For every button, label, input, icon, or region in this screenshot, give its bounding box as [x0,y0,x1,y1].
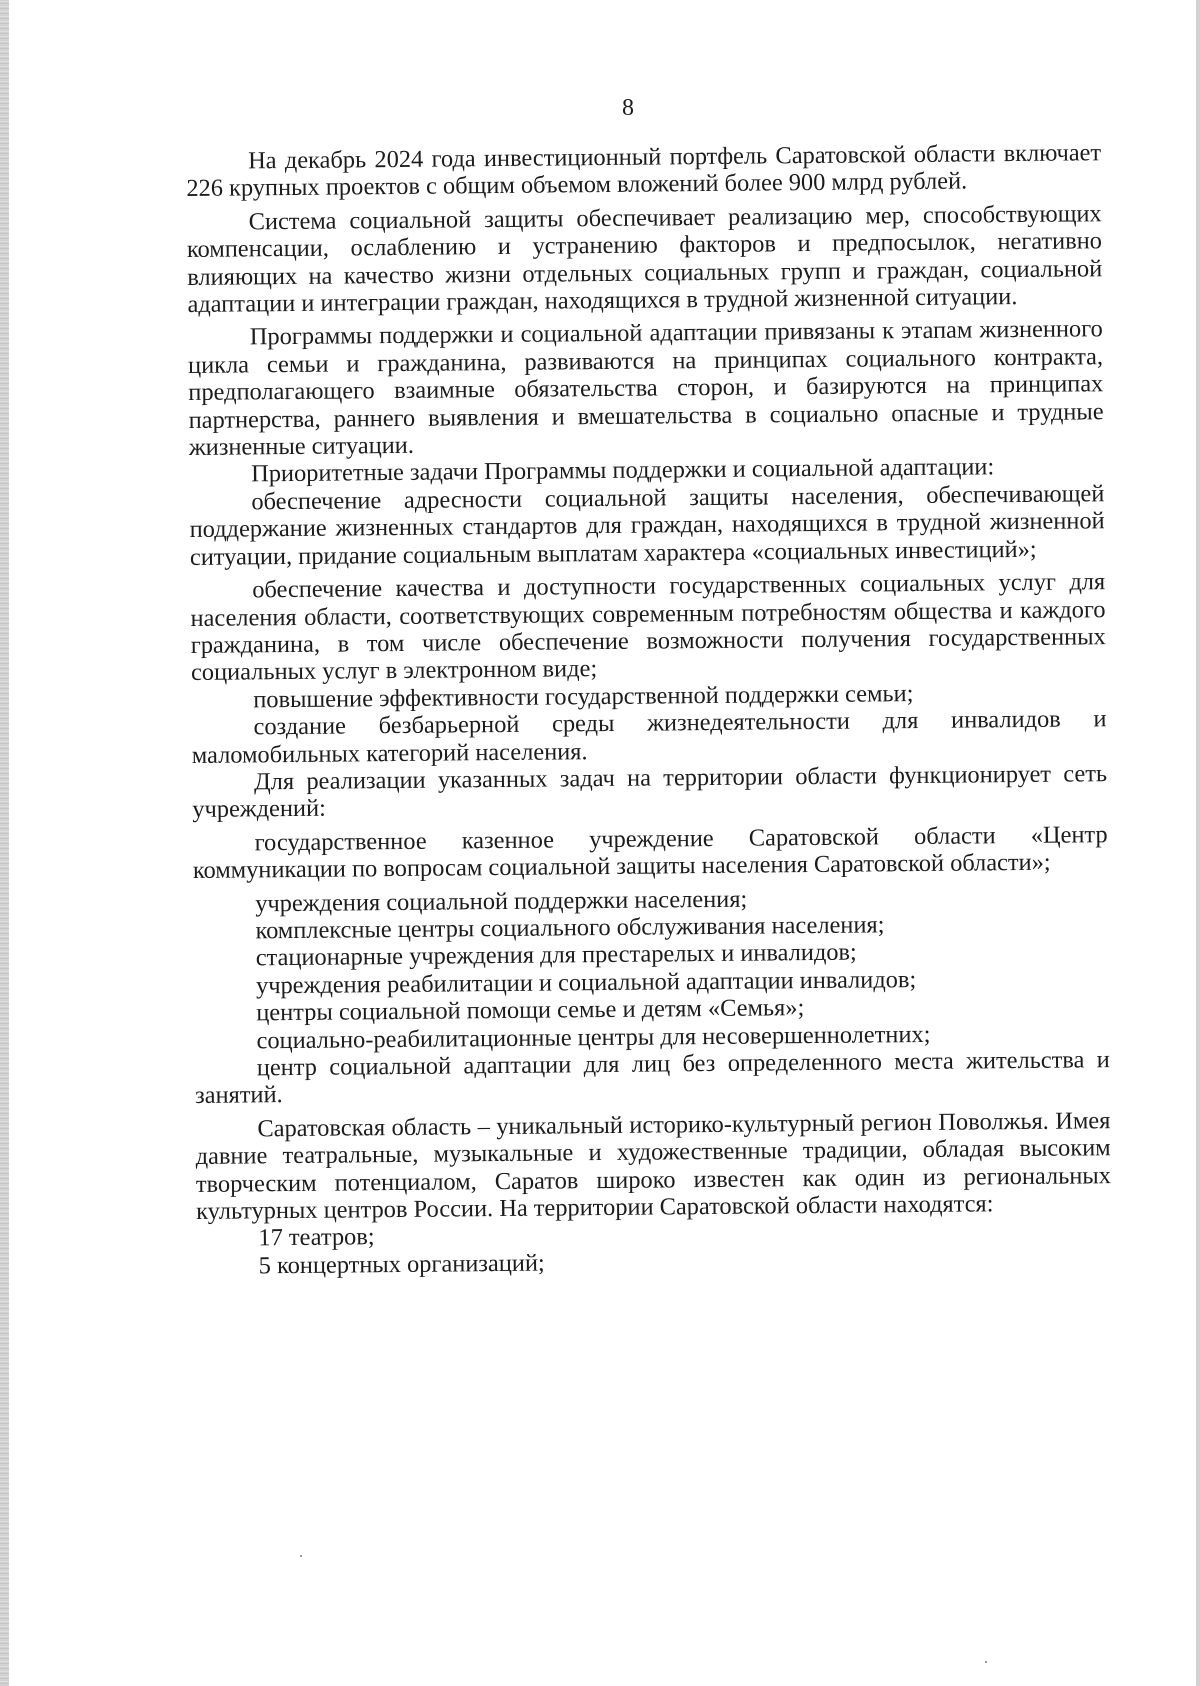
list-item-family-support: повышение эффективности государственной поддержки семьи; [253,679,914,714]
scan-edge-left [0,0,9,1686]
list-item-concert-organizations: 5 концертных организаций; [258,1249,545,1280]
list-item-elderly-institutions: стационарные учреждения для престарелых и инвалидов; [255,938,857,972]
list-item-homeless-center: центр социальной адаптации для лиц без определенного места жительства и занятий. [194,1046,1110,1110]
list-item-rehabilitation: учреждения реабилитации и социальной адаптации инвалидов; [255,965,917,1000]
scan-speck [300,1555,302,1557]
paragraph-institution-network: Для реализации указанных задач на территории области функционирует сеть учреждений: [192,760,1108,824]
list-item-family-centers: центры социальной помощи семье и детям «Семья»; [256,994,805,1027]
paragraph-support-programs: Программы поддержки и социальной адаптации привязаны к этапам жизненного цикла семьи и гражданина, развиваются на принципах социального контракта, предполагающего взаимные обязательства сторон, и базируются на принципах партнерства, раннего выявления и вмешательства в социально опасные и трудные жизненные ситуации. [187,315,1104,462]
paragraph-investment-portfolio: На декабрь 2024 года инвестиционный портфель Саратовской области включает 226 крупных проектов с общим объемом вложений более 900 млрд рублей. [186,139,1102,203]
list-item-barrier-free: создание безбарьерной среды жизнедеятельности для инвалидов и маломобильных категорий населения. [191,705,1107,769]
scan-edge-right [1196,0,1200,1686]
scan-speck [985,1661,987,1663]
page-number: 8 [622,95,634,121]
list-item-theatres: 17 театров; [258,1223,375,1252]
list-item-minors-centers: социально-реабилитационные центры для несовершеннолетних; [256,1020,931,1054]
paragraph-social-protection-system: Система социальной защиты обеспечивает реализацию мер, способствующих компенсации, ослаблению и устранению факторов и предпосылок, негативно влияющих на качество жизни отдельных социальных групп и граждан, социальной адаптации и интеграции граждан, находящихся в трудной жизненной ситуации. [186,200,1103,319]
paragraph-cultural-region: Саратовская область – уникальный историко-культурный регион Поволжья. Имея давние театральные, музыкальные и художественные традиции, обладая высоким творческим потенциалом, Саратов широко известен как один из региональных культурных центров России. На территории Саратовской области находятся: [195,1106,1112,1225]
list-item-service-quality: обеспечение качества и доступности государственных социальных услуг для населения области, соответствующих современным потребностям общества и каждого гражданина, в том числе обеспечение возможности получения государственных социальных услуг в электронном виде; [190,568,1106,687]
list-item-communication-center: государственное казенное учреждение Саратовской области «Центр коммуникации по вопросам социальной защиты населения Саратовской области»; [192,820,1108,885]
list-item-support-institutions: учреждения социальной поддержки населения; [255,885,748,917]
list-item-service-centers: комплексные центры социального обслуживания населения; [255,911,885,945]
paragraph-priority-tasks-heading: Приоритетные задачи Программы поддержки и социальной адаптации: [251,453,995,488]
list-item-targeting: обеспечение адресности социальной защиты населения, обеспечивающей поддержание жизненных стандартов для граждан, находящихся в трудной жизненной ситуации, придание социальным выплатам характера «социальных инвестиций»; [189,480,1105,571]
document-body [186,139,1112,1280]
